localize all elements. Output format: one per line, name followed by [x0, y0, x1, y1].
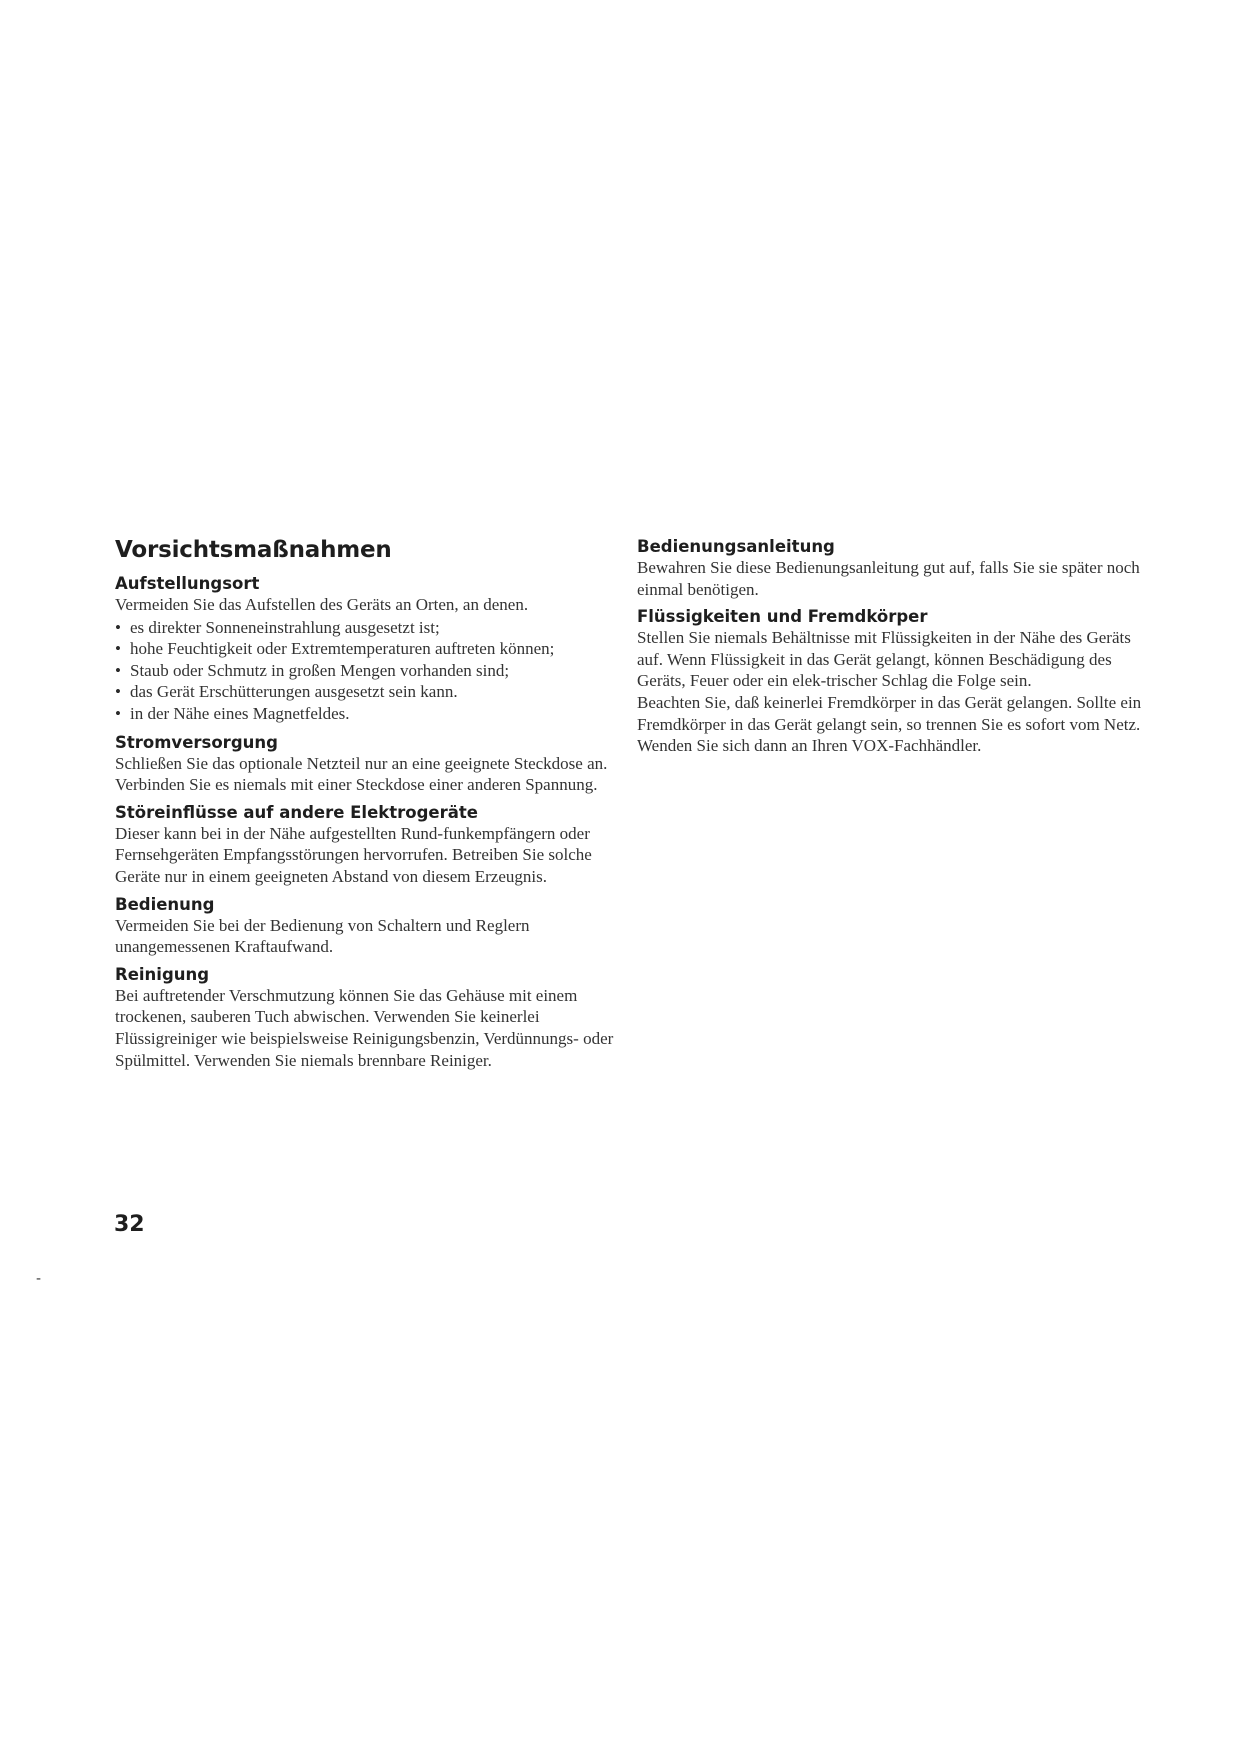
- list-item: • in der Nähe eines Magnetfeldes.: [115, 703, 350, 723]
- section-paragraph: Bewahren Sie diese Bedienungsanleitung gut auf, falls Sie sie später noch einmal benötigen.: [637, 558, 1140, 599]
- right-column: [637, 536, 1147, 763]
- section-heading: Stromversorgung: [115, 732, 278, 752]
- section-heading: Flüssigkeiten und Fremdkörper: [637, 607, 928, 627]
- section-stromversorgung: [115, 732, 615, 796]
- section-paragraph: Schließen Sie das optionale Netzteil nur an eine geeignete Steckdose an. Verbinden Sie es niemals mit einer Steckdose einer anderen Spannung.: [115, 753, 608, 795]
- section-bedienungsanleitung: [637, 536, 1147, 600]
- list-item: • hohe Feuchtigkeit oder Extremtemperaturen auftreten können;: [115, 639, 555, 659]
- section-paragraph: Dieser kann bei in der Nähe aufgestellten Rund-funkempfängern oder Fernsehgeräten Empfangsstörungen hervorrufen. Betreiben Sie solche Geräte nur in einem geeigneten Abstand von diesem Erzeugnis.: [115, 823, 592, 886]
- section-bedienung: [115, 894, 615, 958]
- section-heading: Bedienungsanleitung: [637, 537, 835, 556]
- section-paragraph: Vermeiden Sie bei der Bedienung von Schaltern und Reglern unangemessenen Kraftaufwand.: [115, 915, 530, 957]
- section-paragraph: Stellen Sie niemals Behältnisse mit Flüssigkeiten in der Nähe des Geräts auf. Wenn Flüssigkeit in das Gerät gelangt, können Beschädigung des Geräts, Feuer oder ein elek-trischer Schlag die Folge sein.: [637, 628, 1131, 691]
- bullet-list: [115, 617, 615, 725]
- section-fluessigkeiten: [637, 606, 1147, 757]
- list-item: • es direkter Sonneneinstrahlung ausgesetzt ist;: [115, 617, 440, 637]
- section-heading: Bedienung: [115, 894, 215, 914]
- section-heading: Aufstellungsort: [115, 574, 260, 593]
- section-paragraph: Vermeiden Sie das Aufstellen des Geräts an Orten, an denen.: [115, 595, 529, 614]
- section-heading: Störeinflüsse auf andere Elektrogeräte: [115, 802, 478, 822]
- page-title: Vorsichtsmaßnahmen: [115, 537, 392, 563]
- page-number: 32: [114, 1212, 145, 1237]
- list-item: • das Gerät Erschütterungen ausgesetzt sein kann.: [115, 682, 458, 702]
- section-reinigung: [115, 964, 615, 1071]
- list-item: • Staub oder Schmutz in großen Mengen vorhanden sind;: [115, 660, 510, 680]
- section-stoereinfluesse: [115, 802, 615, 888]
- section-heading: Reinigung: [115, 964, 210, 984]
- left-column: [115, 535, 615, 1077]
- margin-mark: -: [36, 1271, 42, 1287]
- section-paragraph: Beachten Sie, daß keinerlei Fremdkörper in das Gerät gelangen. Sollte ein Fremdkörper in das Gerät gelangt sein, so trennen Sie es sofort vom Netz. Wenden Sie sich dann an Ihren VOX-Fachhändler.: [637, 692, 1142, 756]
- section-aufstellungsort: [115, 573, 615, 725]
- section-paragraph: Bei auftretender Verschmutzung können Sie das Gehäuse mit einem trockenen, sauberen Tuch abwischen. Verwenden Sie keinerlei Flüssigreiniger wie beispielsweise Reinigungsbenzin, Verdünnungs- oder Spülmittel. Verwenden Sie niemals brennbare Reiniger.: [115, 985, 614, 1070]
